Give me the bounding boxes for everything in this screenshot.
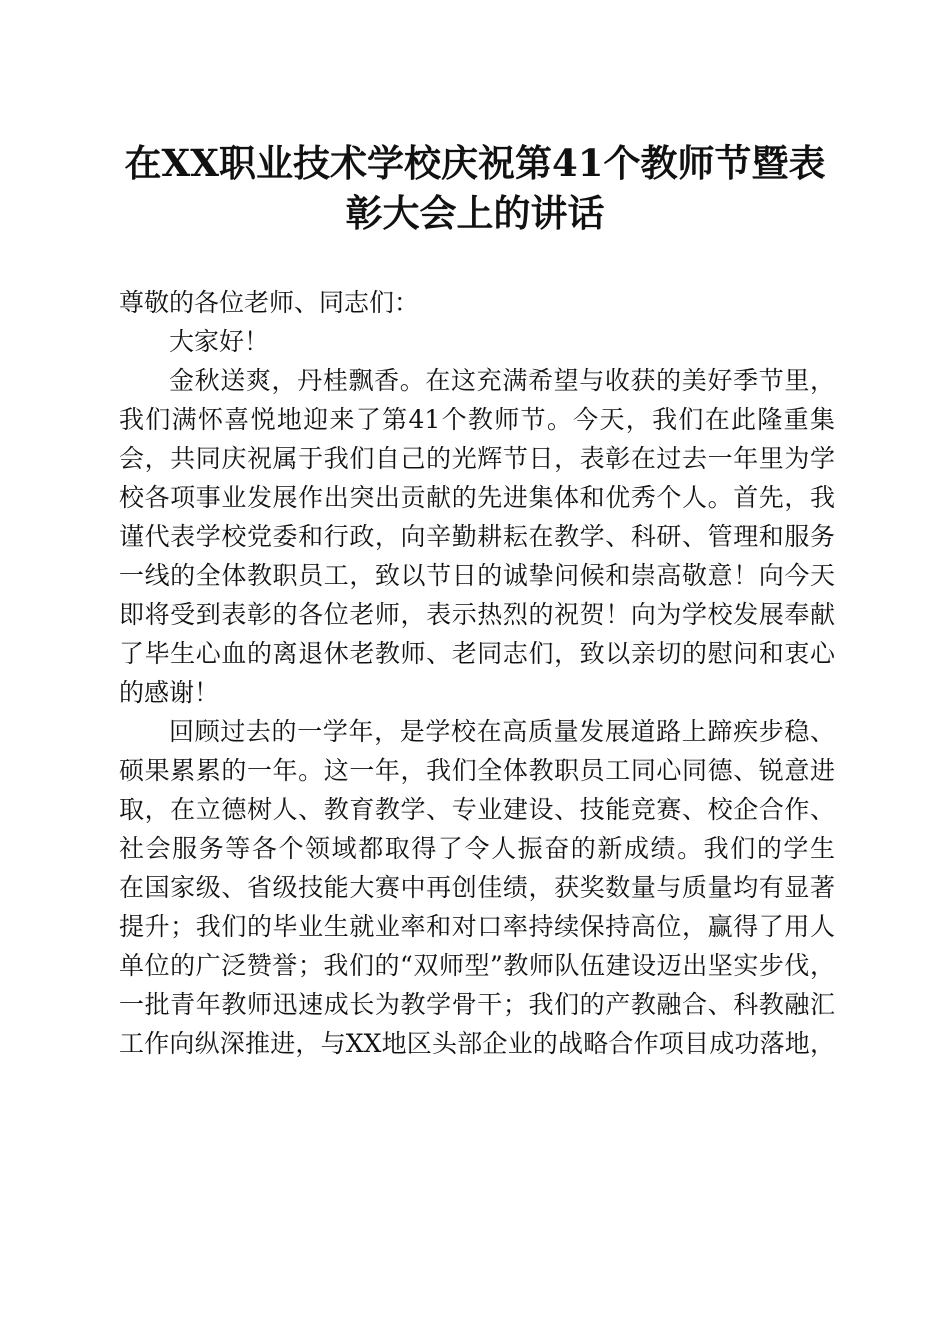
paragraph-line: 的感谢！ [119, 678, 220, 707]
paragraph-line: 在国家级、省级技能大赛中再创佳绩，获奖数量与质量均有显著 [119, 873, 835, 902]
paragraph-line: 校各项事业发展作出突出贡献的先进集体和优秀个人。首先，我 [119, 483, 835, 512]
paragraph-line: 谨代表学校党委和行政，向辛勤耕耘在教学、科研、管理和服务 [119, 522, 835, 551]
paragraph-line: 会，共同庆祝属于我们自己的光辉节日，表彰在过去一年里为学 [119, 444, 835, 473]
paragraph-line: 提升；我们的毕业生就业率和对口率持续保持高位，赢得了用人 [119, 912, 835, 941]
paragraph-line: 一批青年教师迅速成长为教学骨干；我们的产教融合、科教融汇 [119, 990, 835, 1019]
title-line-1: 在XX职业技术学校庆祝第41个教师节暨表 [124, 141, 826, 185]
paragraph-line: 单位的广泛赞誉；我们的“双师型”教师队伍建设迈出坚实步伐， [119, 951, 835, 980]
paragraph-line: 即将受到表彰的各位老师，表示热烈的祝贺！向为学校发展奉献 [119, 600, 835, 629]
greeting: 大家好！ [169, 327, 270, 356]
paragraph-line: 硕果累累的一年。这一年，我们全体教职员工同心同德、锐意进 [119, 756, 835, 785]
paragraph-line: 金秋送爽，丹桂飘香。在这充满希望与收获的美好季节里， [169, 366, 835, 395]
paragraph-line: 社会服务等各个领域都取得了令人振奋的新成绩。我们的学生 [119, 834, 835, 863]
document-body [119, 283, 835, 1063]
salutation: 尊敬的各位老师、同志们： [119, 288, 420, 317]
paragraph-line: 工作向纵深推进，与XX地区头部企业的战略合作项目成功落地， [119, 1029, 835, 1058]
paragraph-line: 取，在立德树人、教育教学、专业建设、技能竞赛、校企合作、 [119, 795, 835, 824]
paragraph-line: 回顾过去的一学年，是学校在高质量发展道路上蹄疾步稳、 [169, 717, 835, 746]
paragraph-line: 我们满怀喜悦地迎来了第41个教师节。今天，我们在此隆重集 [119, 405, 835, 434]
title-line-2: 彰大会上的讲话 [345, 191, 605, 235]
document-title [100, 138, 850, 238]
paragraph-line: 了毕生心血的离退休老教师、老同志们，致以亲切的慰问和衷心 [119, 639, 835, 668]
paragraph-line: 一线的全体教职员工，致以节日的诚挚问候和崇高敬意！向今天 [119, 561, 835, 590]
